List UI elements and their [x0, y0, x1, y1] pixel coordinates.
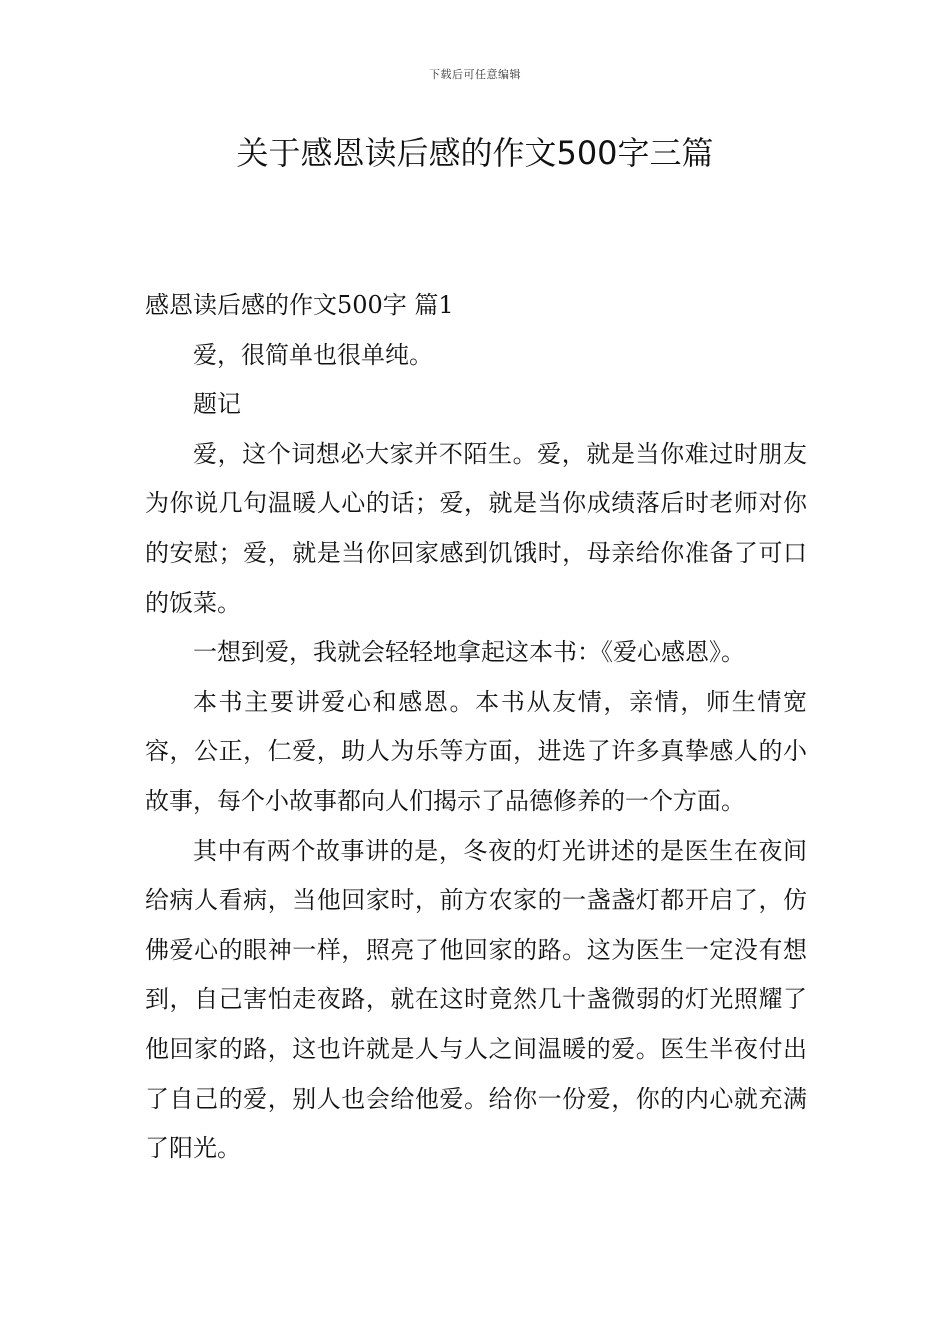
paragraph: 本书主要讲爱心和感恩。本书从友情，亲情，师生情宽容，公正，仁爱，助人为乐等方面，进选了许多真挚感人的小故事，每个小故事都向人们揭示了品德修养的一个方面。 [145, 687, 807, 815]
paragraph: 爱，这个词想必大家并不陌生。爱，就是当你难过时朋友为你说几句温暖人心的话；爱，就是当你成绩落后时老师对你的安慰；爱，就是当你回家感到饥饿时，母亲给你准备了可口的饭菜。 [145, 439, 807, 617]
page-header-note: 下载后可任意编辑 [429, 68, 521, 81]
paragraph: 题记 [193, 390, 241, 419]
paragraph: 其中有两个故事讲的是，冬夜的灯光讲述的是医生在夜间给病人看病，当他回家时，前方农家的一盏盏灯都开启了，仿佛爱心的眼神一样，照亮了他回家的路。这为医生一定没有想到，自己害怕走夜路，就在这时竟然几十盏微弱的灯光照耀了他回家的路，这也许就是人与人之间温暖的爱。医生半夜付出了自己的爱，别人也会给他爱。给你一份爱，你的内心就充满了阳光。 [145, 836, 807, 1163]
document-title: 关于感恩读后感的作文500字三篇 [236, 134, 714, 172]
paragraph: 爱，很简单也很单纯。 [193, 340, 433, 369]
section-heading: 感恩读后感的作文500字 篇1 [145, 291, 454, 319]
paragraph: 一想到爱，我就会轻轻地拿起这本书：《爱心感恩》。 [193, 638, 745, 667]
document-body [145, 281, 807, 1174]
